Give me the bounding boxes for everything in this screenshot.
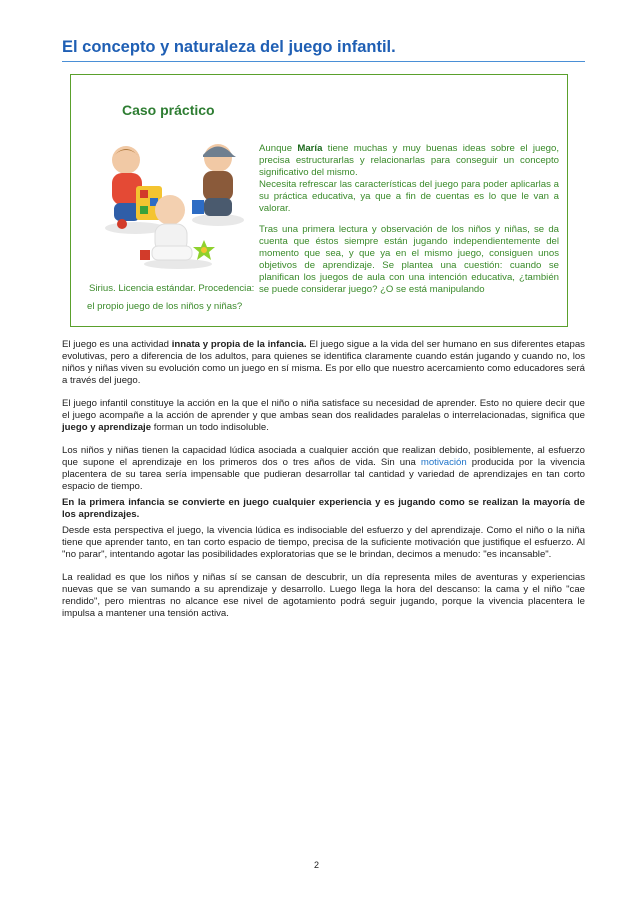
- child-left-head: [112, 146, 140, 174]
- toy-ball: [117, 219, 127, 229]
- case-p1-start: Aunque: [259, 143, 298, 154]
- p2-text-a: El juego infantil constituye la acción en la que el niño o niña satisface su necesidad de aprender. Esto no quiere decir que el juego acompañe a la acción de aprender y que ambas sean dos realidades paralelas o interrelacionadas, significa que: [62, 398, 585, 421]
- baby-head: [155, 195, 185, 225]
- child-right-cap: [203, 147, 236, 158]
- p3-text-b: producida por la vivencia placentera de su tarea sería impensable que pudieran desarrollar tal cantidad y variedad de aprendizajes en tan corto espacio de tiempo.: [62, 457, 585, 492]
- baby-legs: [152, 246, 192, 260]
- case-p1-end: tiene muchas y muy buenas ideas sobre el juego, precisa estructurarlas y relacionarlas para conseguir un concepto significativo del mismo.: [259, 143, 559, 178]
- case-p2: Necesita refrescar las características del juego para poder aplicarlas a su práctica educativa, ya que a fin de cuentas es lo que le van a valorar.: [259, 179, 559, 214]
- main-content: [62, 339, 585, 631]
- p2-bold: juego y aprendizaje: [62, 422, 152, 433]
- p1-text-b: El juego sigue a la vida del ser humano en sus diferentes etapas evolutivas, pero a diferencia de los adultos, para quienes se identifica claramente cuando están jugando y cuando no, los niños y niñas viven su evolución como un juego en sí misma. Es por ello que nuestro acercamiento como educadores será a través del juego.: [62, 339, 585, 386]
- child-right-legs: [204, 198, 232, 216]
- case-study-heading: Caso práctico: [122, 102, 215, 118]
- p1-text-a: El juego es una actividad: [62, 339, 172, 350]
- image-credit: Sirius. Licencia estándar. Procedencia:: [89, 283, 255, 294]
- toy-blocks: [192, 200, 204, 214]
- p2-text-b: forman un todo indisoluble.: [151, 422, 269, 433]
- toy-box-face-red: [140, 190, 148, 198]
- motivacion-link[interactable]: motivación: [420, 457, 467, 468]
- case-study-text: [259, 143, 559, 303]
- body-paragraph-5: Desde esta perspectiva el juego, la vivencia lúdica es indisociable del esfuerzo y del aprendizaje. Como el niño o la niña tiene que aprender tanto, en tan corto espacio de tiempo, precisa de la suficiente motivación que justifique el esfuerzo. Al "no parar", intentando agotar las posibilidades exploratorias que se le brindan, decimos a menudo: "es incansable".: [62, 525, 585, 560]
- p1-bold: innata y propia de la infancia.: [171, 339, 307, 350]
- case-question-end: el propio juego de los niños y niñas?: [87, 301, 243, 312]
- case-character-name: María: [297, 143, 323, 154]
- toy-cube: [140, 250, 150, 260]
- case-paragraph-3: Tras una primera lectura y observación de los niños y niñas, se da cuenta que éstos siempre están jugando independientemente del momento que sea, y que ya en el mismo juego, consiguen unos objetivos de aprendizaje. Se plantea una cuestión: cuando se planifican los juegos de aula con una intención educativa, ¿también se puede considerar juego? ¿O se está manipulando: [259, 224, 559, 295]
- children-playing-photo: [100, 128, 250, 270]
- toy-box-face-green: [140, 206, 148, 214]
- p3-text-a: Los niños y niñas tienen la capacidad lúdica asociada a cualquier acción que realizan debido, posiblemente, al esfuerzo que supone el aprendizaje en los primeros dos o tres años de vida. Sin una: [62, 445, 585, 468]
- child-right-body: [203, 171, 233, 201]
- body-paragraph-3: [62, 445, 585, 493]
- p4-bold: En la primera infancia se convierte en juego cualquier experiencia y es jugando como se realizan la mayoría de los aprendizajes.: [62, 497, 585, 520]
- page-number: 2: [314, 860, 320, 870]
- page-title: El concepto y naturaleza del juego infantil.: [62, 38, 396, 56]
- body-paragraph-1: [62, 339, 585, 387]
- case-paragraph-1: [259, 143, 559, 215]
- body-paragraph-2: [62, 398, 585, 434]
- toy-star-center: [201, 247, 207, 253]
- body-paragraph-6: La realidad es que los niños y niñas sí se cansan de descubrir, un día representa miles de aventuras y experiencias nuevas que se van sumando a su aprendizaje y desarrollo. Luego llega la hora del descanso: la cama y el niño "cae rendido", pero mientras no alcance ese nivel de agotamiento podrá seguir jugando, porque la vivencia placentera le impulsa a mantener una tensión activa.: [62, 572, 585, 619]
- title-rule: [62, 61, 585, 62]
- body-paragraph-4: [62, 497, 585, 521]
